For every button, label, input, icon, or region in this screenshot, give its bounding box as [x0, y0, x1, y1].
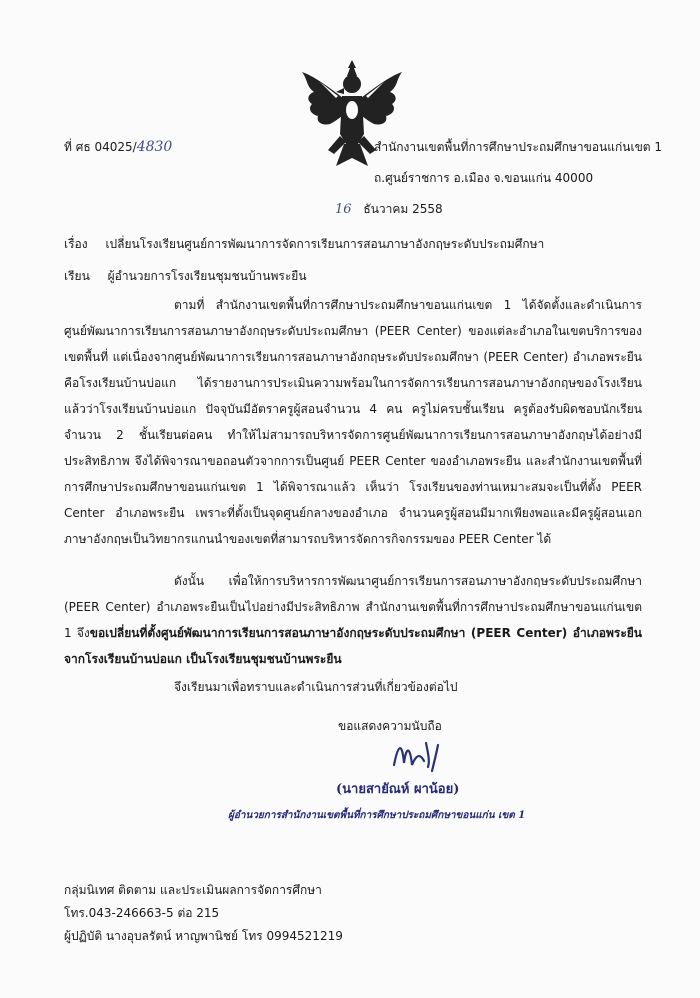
- subject-text: เปลี่ยนโรงเรียนศูนย์การพัฒนาการจัดการเรียนการสอนภาษาอังกฤษระดับประถมศึกษา: [105, 237, 545, 251]
- subject-label: เรื่อง: [64, 237, 88, 251]
- body-paragraph-2-plain: ดังนั้น เพื่อให้การบริหารการพัฒนาศูนย์การเรียนการสอนภาษาอังกฤษระดับประถมศึกษา (PEER Center) อำเภอพระยืนเป็นไปอย่างมีประสิทธิภาพ สำนักงานเขตพื้นที่การศึกษาประถมศึกษาขอนแก่นเขต 1 จึง: [64, 574, 642, 640]
- closing-salutation: ขอแสดงความนับถือ: [338, 719, 442, 733]
- recipient-line: [64, 270, 307, 282]
- signature-mark: [390, 735, 460, 775]
- signer-name: (นายสายัณห์ ผาน้อย): [336, 782, 460, 797]
- date-day: 16: [335, 202, 352, 217]
- footer-phone: โทร.043-246663-5 ต่อ 215: [64, 906, 220, 920]
- sender-office: สำนักงานเขตพื้นที่การศึกษาประถมศึกษาขอนแก่นเขต 1: [374, 140, 663, 154]
- body-paragraph-1: ตามที่ สำนักงานเขตพื้นที่การศึกษาประถมศึกษาขอนแก่นเขต 1 ได้จัดตั้งและดำเนินการศูนย์พัฒนาการเรียนการสอนภาษาอังกฤษระดับประถมศึกษา (PEER Center) ของแต่ละอำเภอในเขตบริการของเขตพื้นที่ แต่เนื่องจากศูนย์พัฒนาการเรียนการสอนภาษาอังกฤษระดับประถมศึกษา (PEER Center) อำเภอพระยืนคือโรงเรียนบ้านบ่อแก ได้รายงานการประเมินความพร้อมในการจัดการเรียนการสอนภาษาอังกฤษของโรงเรียนแล้วว่าโรงเรียนบ้านบ่อแก ปัจจุบันมีอัตราครูผู้สอนจำนวน 4 คน ครูไม่ครบชั้นเรียน ครูต้องรับผิดชอบนักเรียน จำนวน 2 ชั้นเรียนต่อคน ทำให้ไม่สามารถบริหารจัดการศูนย์พัฒนาการเรียนการสอนภาษาอังกฤษได้อย่างมีประสิทธิภาพ จึงได้พิจารณาขอถอนตัวจากการเป็นศูนย์ PEER Center ของอำเภอพระยืน และสำนักงานเขตพื้นที่การศึกษาประถมศึกษาขอนแก่นเขต 1 ได้พิจารณาแล้ว เห็นว่า โรงเรียนของท่านเหมาะสมจะเป็นที่ตั้ง PEER Center อำเภอพระยืน เพราะที่ตั้งเป็นจุดศูนย์กลางของอำเภอ จำนวนครูผู้สอนมีมากเพียงพอและมีครูผู้สอนเอกภาษาอังกฤษเป็นวิทยากรแกนนำของเขตที่สามารถบริหารจัดการกิจกรรมของ PEER Center ได้: [64, 298, 642, 546]
- reference-number: [64, 140, 172, 154]
- footer-officer: ผู้ปฏิบัติ นางอุบลรัตน์ หาญพานิชย์ โทร 0994521219: [64, 929, 343, 943]
- reference-handwritten-number: 4830: [136, 139, 173, 155]
- signer-title: ผู้อำนวยการสำนักงานเขตพื้นที่การศึกษาประถมศึกษาขอนแก่น เขต 1: [228, 810, 526, 821]
- body-paragraph-3: จึงเรียนมาเพื่อทราบและดำเนินการส่วนที่เกี่ยวข้องต่อไป: [174, 680, 458, 694]
- date-month-year: ธันวาคม 2558: [363, 202, 443, 216]
- letter-date: [335, 203, 443, 216]
- recipient-text: ผู้อำนวยการโรงเรียนชุมชนบ้านพระยืน: [107, 269, 307, 283]
- subject-line: [64, 238, 544, 250]
- body-paragraph-2: [64, 568, 642, 672]
- footer-office: กลุ่มนิเทศ ติดตาม และประเมินผลการจัดการศึกษา: [64, 883, 322, 897]
- body-paragraph-2-bold: ขอเปลี่ยนที่ตั้งศูนย์พัฒนาการเรียนการสอนภาษาอังกฤษระดับประถมศึกษา (PEER Center) อำเภอพระยืน จากโรงเรียนบ้านบ่อแก เป็นโรงเรียนชุมชนบ้านพระยืน: [64, 626, 642, 666]
- recipient-label: เรียน: [64, 269, 90, 283]
- sender-address: ถ.ศูนย์ราชการ อ.เมือง จ.ขอนแก่น 40000: [374, 171, 594, 185]
- reference-prefix: ที่ ศธ 04025/: [64, 140, 137, 154]
